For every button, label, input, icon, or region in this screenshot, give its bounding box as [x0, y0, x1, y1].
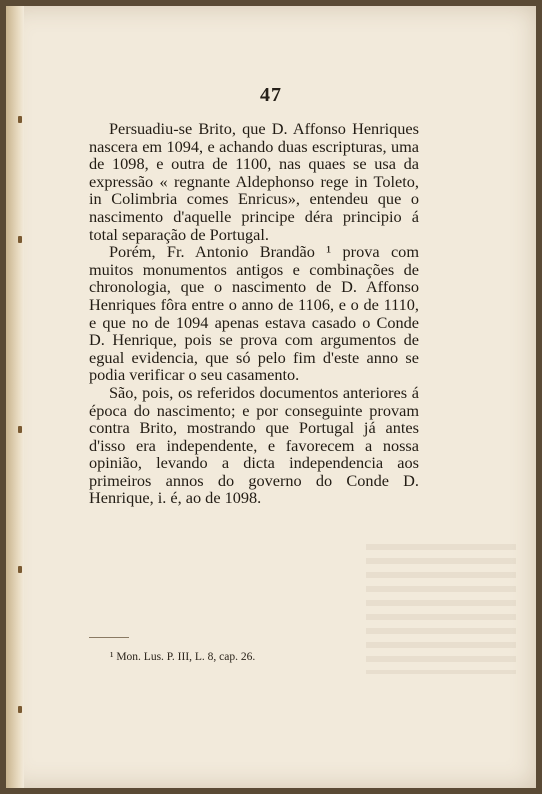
footnote-divider: [89, 637, 129, 638]
paragraph: Porém, Fr. Antonio Brandão ¹ prova com muitos monumentos antigos e combinações de chronologia, que o nascimento de D. Affonso Henriques fôra entre o anno de 1106, e o de 1110, e que no de 1094 apenas estava casado o Conde D. Henrique, pois se prova com argumentos de egual evidencia, que só pelo fim d'este anno se podia verificar o seu casamento.: [89, 242, 419, 385]
paragraph: Persuadiu-se Brito, que D. Affonso Henriques nascera em 1094, e achando duas escripturas, uma de 1098, e outra de 1100, nas quaes se usa da expressão « regnante Aldephonso rege in Toleto, in Colimbria comes Enricus», entendeu que o nascimento d'aquelle principe déra principio á total separação de Portugal.: [89, 119, 419, 244]
binding-stitch: [18, 116, 22, 123]
binding-stitch: [18, 706, 22, 713]
book-spine: [6, 6, 24, 788]
page-number: 47: [260, 84, 282, 106]
binding-stitch: [18, 426, 22, 433]
paragraph: São, pois, os referidos documentos anteriores á época do nascimento; e por conseguinte provam contra Brito, mostrando que Portugal já antes d'isso era independente, e favorecem a nossa opinião, levando a dicta independencia aos primeiros annos do governo do Conde D. Henrique, i. é, ao de 1098.: [89, 382, 419, 508]
bleed-through-text: [366, 544, 516, 674]
binding-stitch: [18, 566, 22, 573]
footnote: ¹ Mon. Lus. P. III, L. 8, cap. 26.: [110, 651, 256, 663]
body-text: [89, 120, 419, 507]
binding-stitch: [18, 236, 22, 243]
